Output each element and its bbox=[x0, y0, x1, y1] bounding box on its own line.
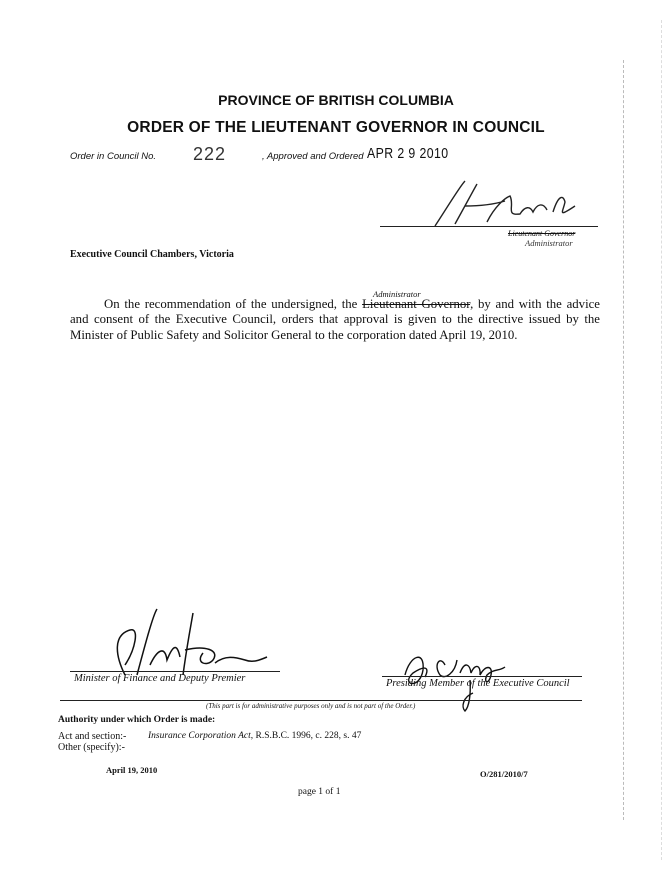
top-signature-line bbox=[380, 226, 598, 227]
page-number: page 1 of 1 bbox=[298, 787, 341, 797]
approved-date-stamp: APR 2 9 2010 bbox=[367, 145, 449, 162]
document-title: ORDER OF THE LIEUTENANT GOVERNOR IN COUNCIL bbox=[127, 119, 545, 136]
inserted-word: Administrator bbox=[373, 289, 421, 299]
act-value bbox=[148, 731, 361, 741]
other-label: Other (specify):- bbox=[58, 742, 125, 753]
presiding-signature-line bbox=[382, 676, 582, 677]
order-body bbox=[70, 297, 600, 343]
oic-label: Order in Council No. bbox=[70, 151, 157, 162]
minister-signature-line bbox=[70, 671, 280, 672]
body-part-1: On the recommendation of the undersigned, the bbox=[104, 297, 363, 311]
act-citation: , R.S.B.C. 1996, c. 228, s. 47 bbox=[250, 731, 362, 741]
struck-title: Lieutenant Governor bbox=[508, 229, 576, 238]
administrator-handwritten: Administrator bbox=[525, 238, 573, 248]
authority-heading: Authority under which Order is made: bbox=[58, 715, 216, 725]
admin-note: (This part is for administrative purposes only and is not part of the Order.) bbox=[206, 702, 416, 710]
admin-divider bbox=[60, 700, 582, 701]
scan-edge-line-2 bbox=[661, 20, 662, 860]
province-heading: PROVINCE OF BRITISH COLUMBIA bbox=[218, 92, 454, 108]
body-part-2: , by and with the advice and consent of the Executive Council, orders that approval is given to the directive issued by the Minister of Public Safety and Solicitor General to the corporation dated April 19, 2010. bbox=[70, 297, 600, 342]
presiding-label: Presiding Member of the Executive Council bbox=[386, 678, 570, 689]
footer-reference: O/281/2010/7 bbox=[480, 769, 528, 779]
footer-date: April 19, 2010 bbox=[106, 765, 158, 775]
minister-label: Minister of Finance and Deputy Premier bbox=[74, 673, 246, 684]
struck-word: Lieutenant Governor bbox=[362, 297, 471, 311]
act-label: Act and section:- bbox=[58, 731, 127, 742]
scan-edge-line bbox=[623, 60, 624, 820]
chambers-line: Executive Council Chambers, Victoria bbox=[70, 249, 234, 260]
act-name: Insurance Corporation Act bbox=[148, 731, 251, 741]
approved-label: , Approved and Ordered bbox=[262, 151, 364, 162]
administrator-signature bbox=[425, 176, 595, 236]
oic-number: 222 bbox=[193, 144, 227, 164]
